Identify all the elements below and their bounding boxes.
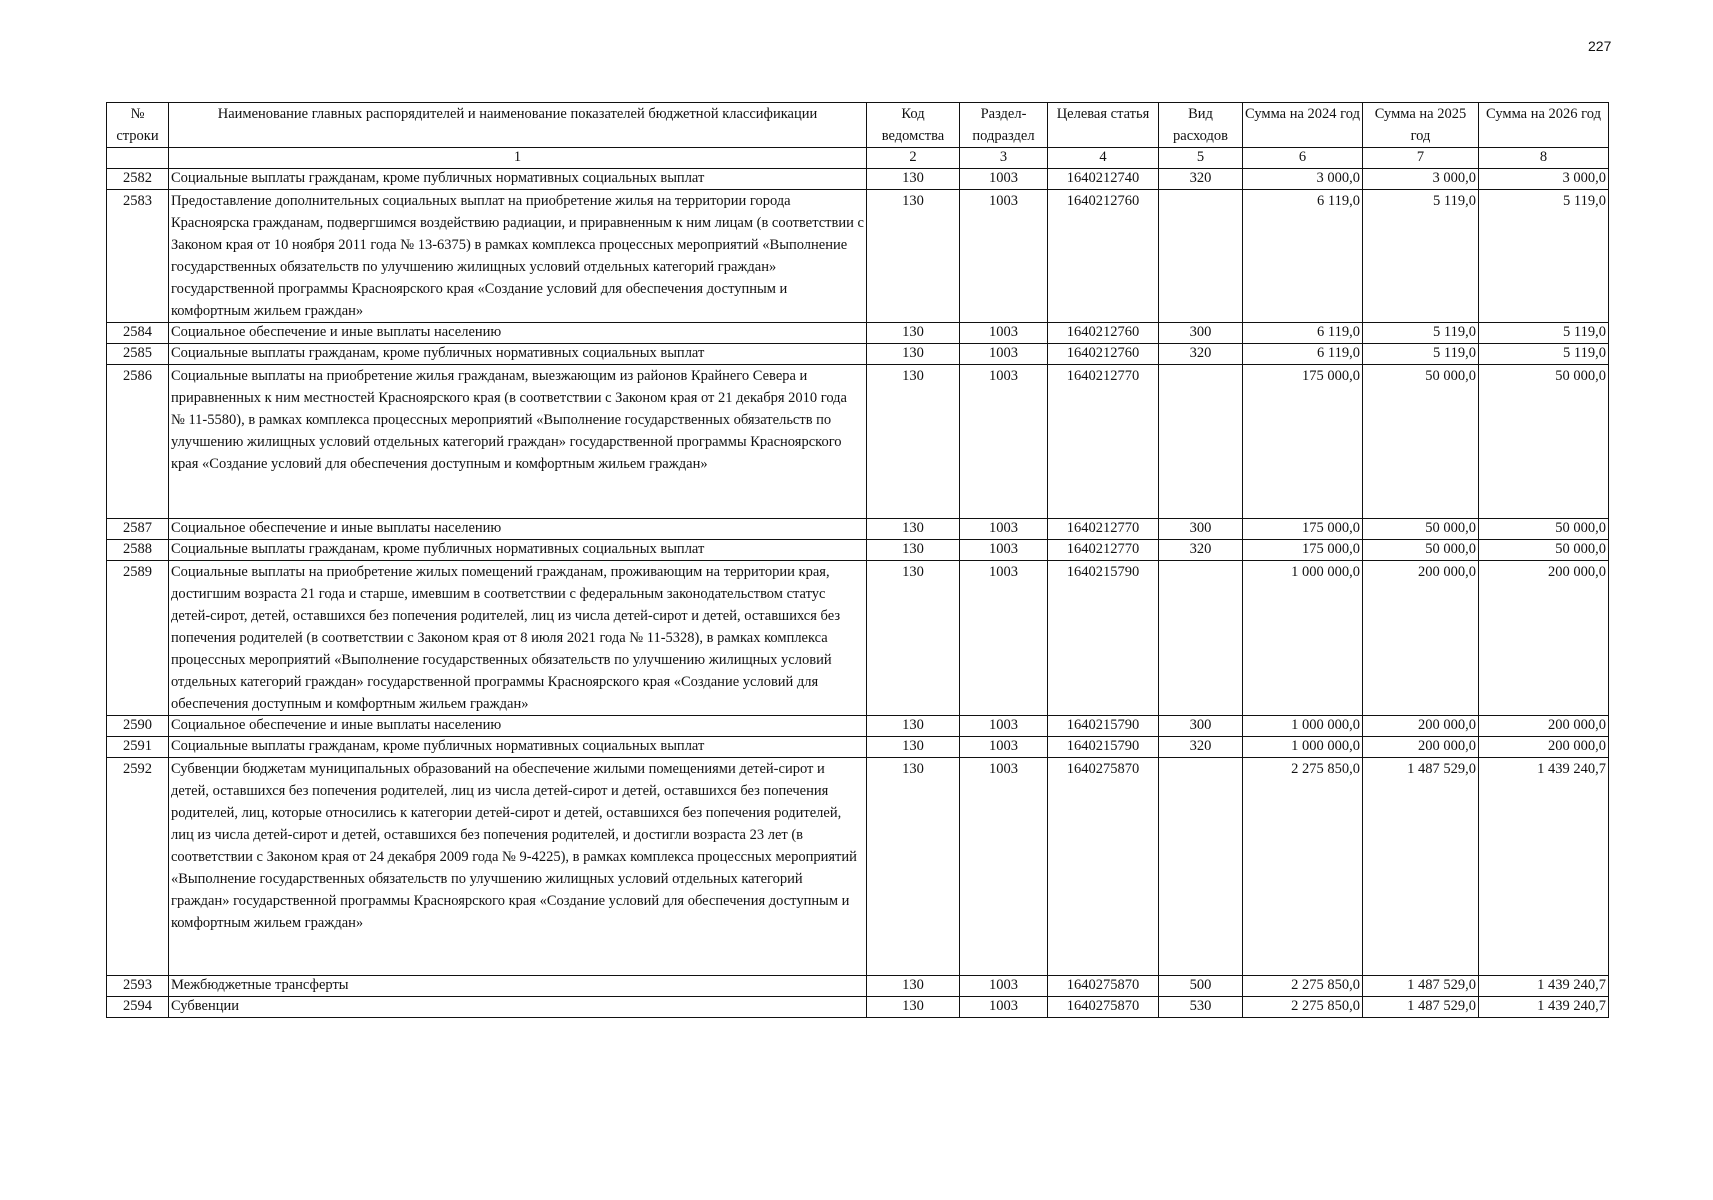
sum-2026: 3 000,0 bbox=[1479, 169, 1609, 190]
target-article: 1640215790 bbox=[1048, 716, 1159, 737]
table-row bbox=[107, 344, 1609, 365]
row-name: Социальные выплаты гражданам, кроме публичных нормативных социальных выплат bbox=[169, 540, 867, 561]
section-code: 1003 bbox=[960, 365, 1048, 519]
sum-2025: 5 119,0 bbox=[1363, 323, 1479, 344]
sum-2026: 1 439 240,7 bbox=[1479, 758, 1609, 976]
column-number: 1 bbox=[169, 148, 867, 169]
sum-2026: 1 439 240,7 bbox=[1479, 997, 1609, 1018]
page-number: 227 bbox=[1588, 38, 1612, 54]
row-number: 2586 bbox=[107, 365, 169, 519]
row-number: 2582 bbox=[107, 169, 169, 190]
target-article: 1640275870 bbox=[1048, 758, 1159, 976]
table-row bbox=[107, 365, 1609, 519]
target-article: 1640212770 bbox=[1048, 519, 1159, 540]
row-name: Социальное обеспечение и иные выплаты населению bbox=[169, 519, 867, 540]
expense-type: 320 bbox=[1159, 169, 1243, 190]
column-number: 4 bbox=[1048, 148, 1159, 169]
section-code: 1003 bbox=[960, 561, 1048, 716]
header-section: Раздел-подраздел bbox=[960, 103, 1048, 148]
sum-2025: 50 000,0 bbox=[1363, 365, 1479, 519]
row-number: 2587 bbox=[107, 519, 169, 540]
expense-type: 530 bbox=[1159, 997, 1243, 1018]
sum-2026: 200 000,0 bbox=[1479, 561, 1609, 716]
section-code: 1003 bbox=[960, 737, 1048, 758]
row-name: Субвенции бюджетам муниципальных образований на обеспечение жилыми помещениями детей-сирот и детей, оставшихся без попечения родителей, лиц из числа детей-сирот и детей, оставшихся без попечения родителей, лиц, которые относились к категории детей-сирот и детей, оставшихся без попечения родителей, лиц из числа детей-сирот и детей, оставшихся без попечения родителей, и достигли возраста 23 лет (в соответствии с Законом края от 24 декабря 2009 года № 9-4225), в рамках комплекса процессных мероприятий «Выполнение государственных обязательств по улучшению жилищных условий отдельных категорий граждан» государственной программы Красноярского края «Создание условий для обеспечения доступным и комфортным жильем граждан» bbox=[169, 758, 867, 976]
sum-2026: 50 000,0 bbox=[1479, 540, 1609, 561]
sum-2025: 200 000,0 bbox=[1363, 737, 1479, 758]
expense-type: 300 bbox=[1159, 323, 1243, 344]
dept-code: 130 bbox=[867, 561, 960, 716]
sum-2024: 175 000,0 bbox=[1243, 519, 1363, 540]
row-number: 2584 bbox=[107, 323, 169, 344]
target-article: 1640275870 bbox=[1048, 997, 1159, 1018]
row-name: Предоставление дополнительных социальных выплат на приобретение жилья на территории города Красноярска гражданам, подвергшимся воздействию радиации, и приравненным к ним лицам (в соответствии с Законом края от 10 ноября 2011 года № 13-6375) в рамках комплекса процессных мероприятий «Выполнение государственных обязательств по улучшению жилищных условий отдельных категорий граждан» государственной программы Красноярского края «Создание условий для обеспечения доступным и комфортным жильем граждан» bbox=[169, 190, 867, 323]
row-name: Социальное обеспечение и иные выплаты населению bbox=[169, 716, 867, 737]
table-row bbox=[107, 190, 1609, 323]
section-code: 1003 bbox=[960, 976, 1048, 997]
table-row bbox=[107, 997, 1609, 1018]
dept-code: 130 bbox=[867, 758, 960, 976]
section-code: 1003 bbox=[960, 540, 1048, 561]
expense-type bbox=[1159, 365, 1243, 519]
expense-type: 320 bbox=[1159, 344, 1243, 365]
sum-2025: 1 487 529,0 bbox=[1363, 997, 1479, 1018]
sum-2026: 1 439 240,7 bbox=[1479, 976, 1609, 997]
dept-code: 130 bbox=[867, 716, 960, 737]
dept-code: 130 bbox=[867, 737, 960, 758]
row-name: Социальные выплаты гражданам, кроме публичных нормативных социальных выплат bbox=[169, 344, 867, 365]
sum-2024: 1 000 000,0 bbox=[1243, 737, 1363, 758]
row-name: Социальные выплаты гражданам, кроме публичных нормативных социальных выплат bbox=[169, 169, 867, 190]
sum-2025: 200 000,0 bbox=[1363, 716, 1479, 737]
target-article: 1640275870 bbox=[1048, 976, 1159, 997]
dept-code: 130 bbox=[867, 169, 960, 190]
sum-2024: 175 000,0 bbox=[1243, 365, 1363, 519]
row-number: 2585 bbox=[107, 344, 169, 365]
column-number: 6 bbox=[1243, 148, 1363, 169]
row-number: 2590 bbox=[107, 716, 169, 737]
sum-2024: 3 000,0 bbox=[1243, 169, 1363, 190]
column-number-row bbox=[107, 148, 1609, 169]
expense-type: 300 bbox=[1159, 716, 1243, 737]
header-dept-code: Код ведомства bbox=[867, 103, 960, 148]
sum-2025: 1 487 529,0 bbox=[1363, 976, 1479, 997]
table-row bbox=[107, 758, 1609, 976]
table-row bbox=[107, 519, 1609, 540]
section-code: 1003 bbox=[960, 323, 1048, 344]
dept-code: 130 bbox=[867, 976, 960, 997]
sum-2025: 50 000,0 bbox=[1363, 540, 1479, 561]
expense-type bbox=[1159, 190, 1243, 323]
sum-2024: 2 275 850,0 bbox=[1243, 976, 1363, 997]
header-sum-2026: Сумма на 2026 год bbox=[1479, 103, 1609, 148]
table-row bbox=[107, 976, 1609, 997]
target-article: 1640212770 bbox=[1048, 540, 1159, 561]
table-row bbox=[107, 540, 1609, 561]
header-row-number: № строки bbox=[107, 103, 169, 148]
target-article: 1640212760 bbox=[1048, 190, 1159, 323]
section-code: 1003 bbox=[960, 716, 1048, 737]
section-code: 1003 bbox=[960, 997, 1048, 1018]
header-sum-2025: Сумма на 2025 год bbox=[1363, 103, 1479, 148]
row-name: Социальные выплаты на приобретение жилья гражданам, выезжающим из районов Крайнего Севера и приравненных к ним местностей Красноярского края (в соответствии с Законом края от 21 декабря 2010 года № 11-5580), в рамках комплекса процессных мероприятий «Выполнение государственных обязательств по улучшению жилищных условий отдельных категорий граждан» государственной программы Красноярского края «Создание условий для обеспечения доступным и комфортным жильем граждан» bbox=[169, 365, 867, 519]
row-number: 2592 bbox=[107, 758, 169, 976]
table-row bbox=[107, 716, 1609, 737]
header-name: Наименование главных распорядителей и наименование показателей бюджетной классификации bbox=[169, 103, 867, 148]
row-number: 2593 bbox=[107, 976, 169, 997]
target-article: 1640212770 bbox=[1048, 365, 1159, 519]
header-expense-type: Вид расходов bbox=[1159, 103, 1243, 148]
sum-2026: 5 119,0 bbox=[1479, 344, 1609, 365]
sum-2025: 5 119,0 bbox=[1363, 344, 1479, 365]
budget-table bbox=[106, 102, 1609, 1018]
table-row bbox=[107, 323, 1609, 344]
sum-2025: 3 000,0 bbox=[1363, 169, 1479, 190]
table-row bbox=[107, 737, 1609, 758]
section-code: 1003 bbox=[960, 344, 1048, 365]
sum-2026: 200 000,0 bbox=[1479, 737, 1609, 758]
row-number: 2591 bbox=[107, 737, 169, 758]
sum-2025: 1 487 529,0 bbox=[1363, 758, 1479, 976]
sum-2025: 50 000,0 bbox=[1363, 519, 1479, 540]
expense-type: 300 bbox=[1159, 519, 1243, 540]
dept-code: 130 bbox=[867, 519, 960, 540]
target-article: 1640215790 bbox=[1048, 561, 1159, 716]
row-name: Субвенции bbox=[169, 997, 867, 1018]
dept-code: 130 bbox=[867, 540, 960, 561]
dept-code: 130 bbox=[867, 344, 960, 365]
sum-2026: 5 119,0 bbox=[1479, 323, 1609, 344]
dept-code: 130 bbox=[867, 365, 960, 519]
sum-2025: 200 000,0 bbox=[1363, 561, 1479, 716]
row-name: Социальные выплаты гражданам, кроме публичных нормативных социальных выплат bbox=[169, 737, 867, 758]
sum-2024: 6 119,0 bbox=[1243, 323, 1363, 344]
dept-code: 130 bbox=[867, 190, 960, 323]
table-row bbox=[107, 561, 1609, 716]
expense-type bbox=[1159, 561, 1243, 716]
target-article: 1640212740 bbox=[1048, 169, 1159, 190]
sum-2024: 2 275 850,0 bbox=[1243, 997, 1363, 1018]
row-name: Межбюджетные трансферты bbox=[169, 976, 867, 997]
sum-2026: 200 000,0 bbox=[1479, 716, 1609, 737]
header-row bbox=[107, 103, 1609, 148]
section-code: 1003 bbox=[960, 758, 1048, 976]
sum-2024: 2 275 850,0 bbox=[1243, 758, 1363, 976]
sum-2024: 175 000,0 bbox=[1243, 540, 1363, 561]
header-target-article: Целевая статья bbox=[1048, 103, 1159, 148]
section-code: 1003 bbox=[960, 519, 1048, 540]
target-article: 1640212760 bbox=[1048, 344, 1159, 365]
sum-2025: 5 119,0 bbox=[1363, 190, 1479, 323]
target-article: 1640215790 bbox=[1048, 737, 1159, 758]
column-number: 7 bbox=[1363, 148, 1479, 169]
target-article: 1640212760 bbox=[1048, 323, 1159, 344]
sum-2026: 50 000,0 bbox=[1479, 519, 1609, 540]
row-name: Социальное обеспечение и иные выплаты населению bbox=[169, 323, 867, 344]
column-number: 2 bbox=[867, 148, 960, 169]
sum-2026: 5 119,0 bbox=[1479, 190, 1609, 323]
row-number: 2594 bbox=[107, 997, 169, 1018]
sum-2024: 1 000 000,0 bbox=[1243, 716, 1363, 737]
column-number bbox=[107, 148, 169, 169]
sum-2024: 6 119,0 bbox=[1243, 344, 1363, 365]
column-number: 8 bbox=[1479, 148, 1609, 169]
dept-code: 130 bbox=[867, 323, 960, 344]
row-number: 2589 bbox=[107, 561, 169, 716]
row-number: 2583 bbox=[107, 190, 169, 323]
expense-type: 320 bbox=[1159, 540, 1243, 561]
sum-2024: 6 119,0 bbox=[1243, 190, 1363, 323]
dept-code: 130 bbox=[867, 997, 960, 1018]
column-number: 3 bbox=[960, 148, 1048, 169]
expense-type: 320 bbox=[1159, 737, 1243, 758]
header-sum-2024: Сумма на 2024 год bbox=[1243, 103, 1363, 148]
sum-2026: 50 000,0 bbox=[1479, 365, 1609, 519]
row-name: Социальные выплаты на приобретение жилых помещений гражданам, проживающим на территории края, достигшим возраста 21 года и старше, имевшим в соответствии с федеральным законодательством статус детей-сирот, детей, оставшихся без попечения родителей, лиц из числа детей-сирот и детей, оставшихся без попечения родителей (в соответствии с Законом края от 8 июля 2021 года № 11-5328), в рамках комплекса процессных мероприятий «Выполнение государственных обязательств по улучшению жилищных условий отдельных категорий граждан» государственной программы Красноярского края «Создание условий для обеспечения доступным и комфортным жильем граждан» bbox=[169, 561, 867, 716]
sum-2024: 1 000 000,0 bbox=[1243, 561, 1363, 716]
expense-type bbox=[1159, 758, 1243, 976]
section-code: 1003 bbox=[960, 169, 1048, 190]
expense-type: 500 bbox=[1159, 976, 1243, 997]
table-row bbox=[107, 169, 1609, 190]
row-number: 2588 bbox=[107, 540, 169, 561]
section-code: 1003 bbox=[960, 190, 1048, 323]
column-number: 5 bbox=[1159, 148, 1243, 169]
